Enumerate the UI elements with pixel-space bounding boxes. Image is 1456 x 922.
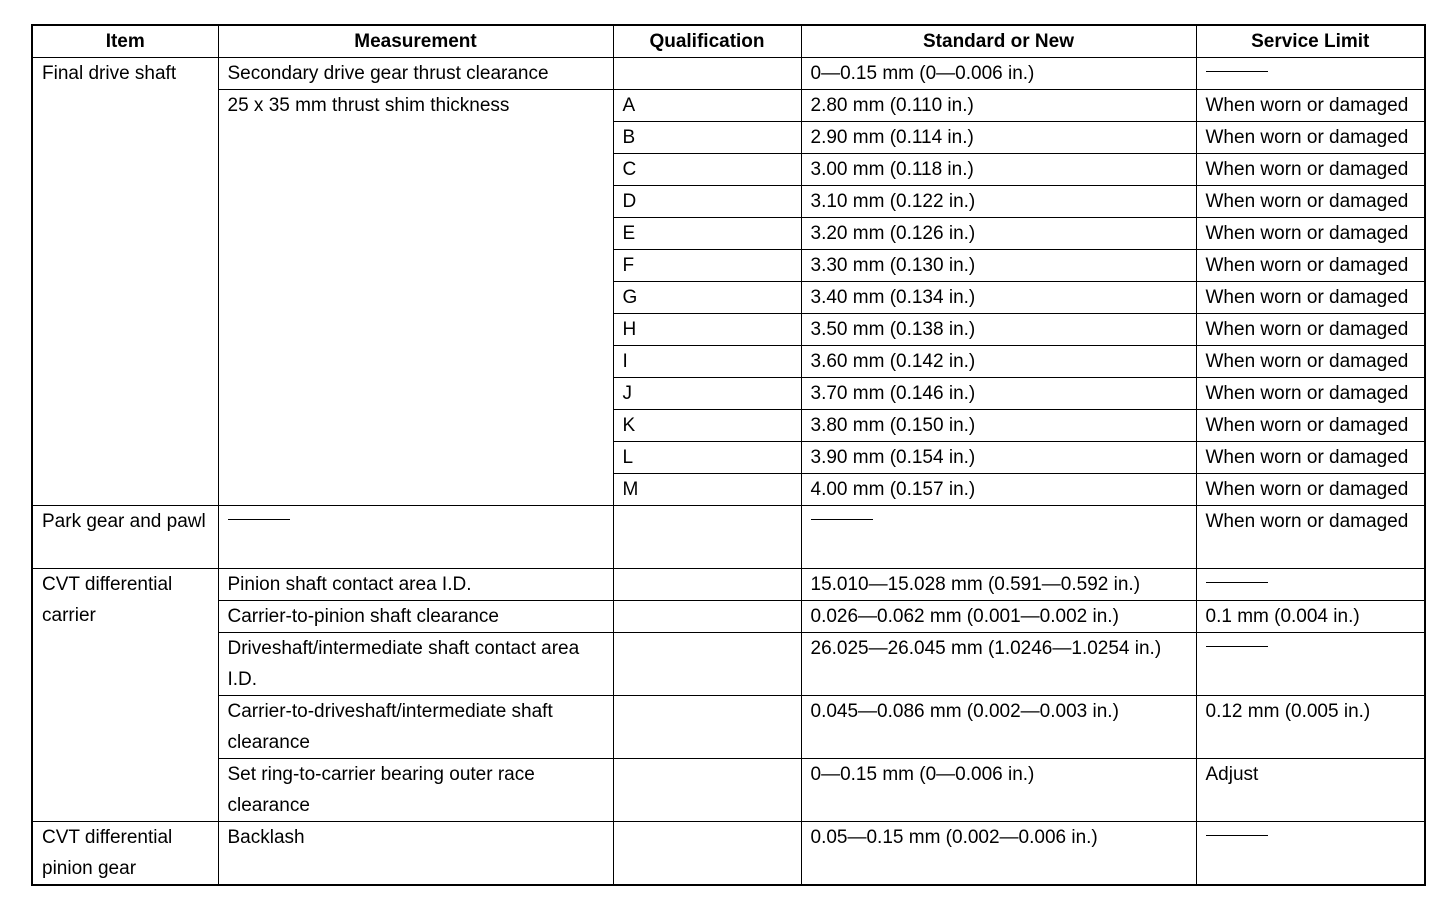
table-body xyxy=(32,58,1425,886)
qualification-cell: H xyxy=(613,314,801,346)
limit-cell: Adjust xyxy=(1196,759,1425,822)
qualification-cell xyxy=(613,633,801,696)
qualification-cell xyxy=(613,696,801,759)
standard-cell: 0.05—0.15 mm (0.002—0.006 in.) xyxy=(801,822,1196,886)
qualification-cell: K xyxy=(613,410,801,442)
qualification-cell xyxy=(613,569,801,601)
table-row xyxy=(32,506,1425,569)
measurement-cell: Pinion shaft contact area I.D. xyxy=(218,569,613,601)
dash-placeholder xyxy=(811,519,873,520)
measurement-cell: Backlash xyxy=(218,822,613,886)
dash-placeholder xyxy=(1206,582,1268,583)
limit-cell: When worn or damaged xyxy=(1196,282,1425,314)
standard-cell: 3.60 mm (0.142 in.) xyxy=(801,346,1196,378)
limit-cell: When worn or damaged xyxy=(1196,90,1425,122)
qualification-cell: M xyxy=(613,474,801,506)
header-standard: Standard or New xyxy=(801,25,1196,58)
standard-cell: 3.50 mm (0.138 in.) xyxy=(801,314,1196,346)
qualification-cell: D xyxy=(613,186,801,218)
qualification-cell: E xyxy=(613,218,801,250)
limit-cell: When worn or damaged xyxy=(1196,218,1425,250)
header-item: Item xyxy=(32,25,218,58)
standard-cell xyxy=(801,506,1196,569)
standard-cell: 26.025—26.045 mm (1.0246—1.0254 in.) xyxy=(801,633,1196,696)
table-row xyxy=(32,601,1425,633)
limit-cell xyxy=(1196,822,1425,886)
qualification-cell: C xyxy=(613,154,801,186)
item-park-gear: Park gear and pawl xyxy=(32,506,218,569)
header-row xyxy=(32,25,1425,58)
standard-cell: 2.80 mm (0.110 in.) xyxy=(801,90,1196,122)
limit-cell xyxy=(1196,58,1425,90)
header-measurement: Measurement xyxy=(218,25,613,58)
qualification-cell: L xyxy=(613,442,801,474)
qualification-cell xyxy=(613,759,801,822)
standard-cell: 3.70 mm (0.146 in.) xyxy=(801,378,1196,410)
limit-cell: 0.1 mm (0.004 in.) xyxy=(1196,601,1425,633)
qualification-cell xyxy=(613,506,801,569)
item-final-drive-shaft: Final drive shaft xyxy=(32,58,218,506)
limit-cell: 0.12 mm (0.005 in.) xyxy=(1196,696,1425,759)
standard-cell: 3.10 mm (0.122 in.) xyxy=(801,186,1196,218)
standard-cell: 0.026—0.062 mm (0.001—0.002 in.) xyxy=(801,601,1196,633)
measurement-cell: Carrier-to-pinion shaft clearance xyxy=(218,601,613,633)
dash-placeholder xyxy=(1206,71,1268,72)
qualification-cell xyxy=(613,601,801,633)
limit-cell: When worn or damaged xyxy=(1196,474,1425,506)
measurement-cell xyxy=(218,506,613,569)
table-row xyxy=(32,633,1425,696)
limit-cell: When worn or damaged xyxy=(1196,506,1425,569)
standard-cell: 15.010—15.028 mm (0.591—0.592 in.) xyxy=(801,569,1196,601)
dash-placeholder xyxy=(1206,835,1268,836)
dash-placeholder xyxy=(1206,646,1268,647)
standard-cell: 3.80 mm (0.150 in.) xyxy=(801,410,1196,442)
table-row xyxy=(32,696,1425,759)
measurement-cell: Driveshaft/intermediate shaft contact area I.D. xyxy=(218,633,613,696)
standard-cell: 3.40 mm (0.134 in.) xyxy=(801,282,1196,314)
header-qualification: Qualification xyxy=(613,25,801,58)
standard-cell: 3.30 mm (0.130 in.) xyxy=(801,250,1196,282)
qualification-cell: A xyxy=(613,90,801,122)
limit-cell: When worn or damaged xyxy=(1196,346,1425,378)
qualification-cell: F xyxy=(613,250,801,282)
qualification-cell: B xyxy=(613,122,801,154)
standard-cell: 0—0.15 mm (0—0.006 in.) xyxy=(801,759,1196,822)
table-row xyxy=(32,58,1425,90)
standard-cell: 2.90 mm (0.114 in.) xyxy=(801,122,1196,154)
limit-cell: When worn or damaged xyxy=(1196,154,1425,186)
limit-cell: When worn or damaged xyxy=(1196,122,1425,154)
limit-cell xyxy=(1196,569,1425,601)
measurement-cell: Carrier-to-driveshaft/intermediate shaft clearance xyxy=(218,696,613,759)
qualification-cell: I xyxy=(613,346,801,378)
qualification-cell: G xyxy=(613,282,801,314)
qualification-cell xyxy=(613,822,801,886)
standard-cell: 3.90 mm (0.154 in.) xyxy=(801,442,1196,474)
standard-cell: 3.00 mm (0.118 in.) xyxy=(801,154,1196,186)
qualification-cell xyxy=(613,58,801,90)
standard-cell: 0—0.15 mm (0—0.006 in.) xyxy=(801,58,1196,90)
header-service-limit: Service Limit xyxy=(1196,25,1425,58)
limit-cell: When worn or damaged xyxy=(1196,442,1425,474)
limit-cell: When worn or damaged xyxy=(1196,250,1425,282)
standard-cell: 4.00 mm (0.157 in.) xyxy=(801,474,1196,506)
limit-cell: When worn or damaged xyxy=(1196,378,1425,410)
table-row xyxy=(32,90,1425,122)
item-cvt-carrier: CVT differential carrier xyxy=(32,569,218,822)
table-row xyxy=(32,822,1425,886)
limit-cell: When worn or damaged xyxy=(1196,410,1425,442)
qualification-cell: J xyxy=(613,378,801,410)
table-row xyxy=(32,759,1425,822)
dash-placeholder xyxy=(228,519,290,520)
measurement-cell: Set ring-to-carrier bearing outer race clearance xyxy=(218,759,613,822)
specification-table xyxy=(31,24,1426,886)
limit-cell xyxy=(1196,633,1425,696)
limit-cell: When worn or damaged xyxy=(1196,314,1425,346)
measurement-cell: 25 x 35 mm thrust shim thickness xyxy=(218,90,613,506)
item-cvt-pinion: CVT differential pinion gear xyxy=(32,822,218,886)
measurement-cell: Secondary drive gear thrust clearance xyxy=(218,58,613,90)
limit-cell: When worn or damaged xyxy=(1196,186,1425,218)
standard-cell: 3.20 mm (0.126 in.) xyxy=(801,218,1196,250)
standard-cell: 0.045—0.086 mm (0.002—0.003 in.) xyxy=(801,696,1196,759)
table-row xyxy=(32,569,1425,601)
